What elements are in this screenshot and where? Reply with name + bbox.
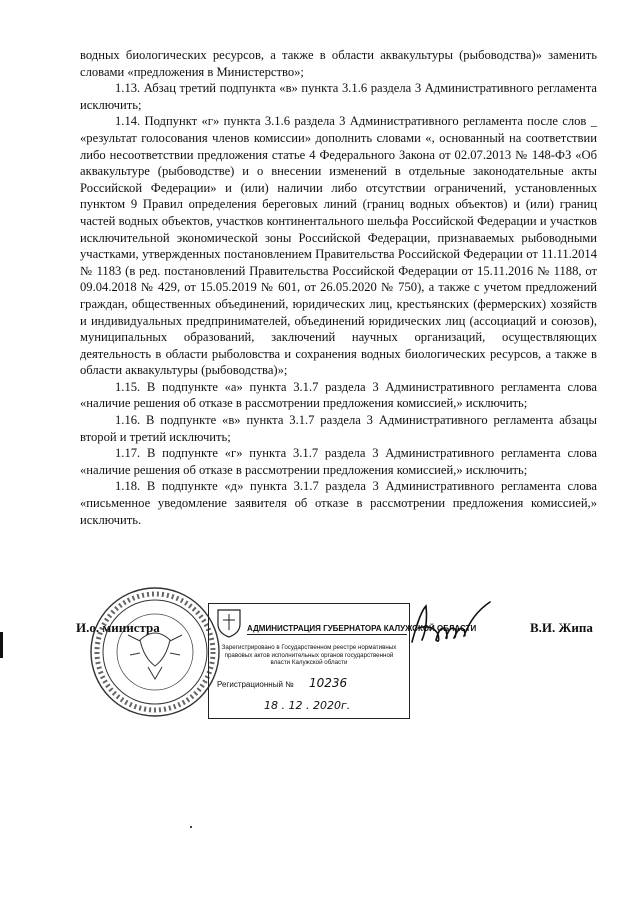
registration-date: 18 . 12 . 2020г. xyxy=(264,699,351,712)
scan-speck xyxy=(190,826,192,828)
registration-label: Регистрационный № xyxy=(217,680,294,689)
stamp-header: АДМИНИСТРАЦИЯ ГУБЕРНАТОРА КАЛУЖСКОЙ ОБЛАСТИ xyxy=(247,624,477,633)
registration-number: 10236 xyxy=(309,676,348,690)
paragraph-continuation: водных биологических ресурсов, а также в области аквакультуры (рыбоводства)» заменить словами «предложения в Министерство»; xyxy=(80,48,597,79)
scan-edge-mark xyxy=(0,632,3,658)
official-seal-icon xyxy=(88,585,223,720)
handwritten-signature-icon xyxy=(408,598,500,656)
paragraph-1-16: 1.16. В подпункте «в» пункта 3.1.7 раздела 3 Административного регламента абзацы второй и третий исключить; xyxy=(80,413,597,444)
paragraph-1-17: 1.17. В подпункте «г» пункта 3.1.7 раздела 3 Административного регламента слова «наличие решения об отказе в рассмотрении предложения комиссией,» исключить; xyxy=(80,446,597,477)
paragraph-1-15: 1.15. В подпункте «а» пункта 3.1.7 раздела 3 Административного регламента слова «наличие решения об отказе в рассмотрении предложения комиссией,» исключить; xyxy=(80,379,597,411)
document-body xyxy=(80,47,597,528)
signatory-position: И.о. министра xyxy=(76,620,160,635)
stamp-body: Зарегистрировано в Государственном реестре нормативных правовых актов исполнительных органов государственной власти Калужской области xyxy=(221,644,397,667)
paragraph-1-14: 1.14. Подпункт «г» пункта 3.1.6 раздела 3 Административного регламента после слов _ «результат голосования членов комиссии» дополнить словами «, основанный на соответствии либо несоответствии предложения статье 4 Федерального Закона от 02.07.2013 № 148-ФЗ «Об аквакультуре (рыбоводстве) и о внесении изменений в отдельные законодательные акты Российской Федерации» и (или) наличии либо отсутствии ограничений, установленных пунктом 9 Правил определения береговых линий (границ водных объектов) и (или) границ частей водных объектов, участков континентального шельфа Российской Федерации и участков исключительной экономической зоны Российской Федерации, признаваемых рыбоводными участками, утвержденных постановлением Правительства Российской Федерации от 11.11.2014 № 1183 (в ред. постановлений Правительства Российской Федерации от 15.11.2016 № 1188, от 09.04.2018 № 429, от 15.05.2019 № 601, от 26.05.2020 № 750), а также с учетом предложений граждан, общественных объединений, юридических лиц, крестьянских (фермерских) хозяйств и индивидуальных предпринимателей, объединений юридических лиц (ассоциаций и союзов), муниципальных образований, заключений научных организаций, осуществляющих деятельность в области рыболовства и сохранения водных биологических ресурсов, а также в области аквакультуры (рыбоводства)»; xyxy=(80,114,597,378)
signatory-name: В.И. Жипа xyxy=(530,620,593,635)
registration-stamp xyxy=(208,603,477,719)
paragraph-1-13: 1.13. Абзац третий подпункта «в» пункта 3.1.6 раздела 3 Административного регламента исключить; xyxy=(80,81,597,112)
coat-of-arms-icon xyxy=(215,606,243,638)
paragraph-1-18: 1.18. В подпункте «д» пункта 3.1.7 раздела 3 Административного регламента слова «письменное уведомление заявителя об отказе в рассмотрении предложения комиссией,» исключить. xyxy=(80,479,597,527)
